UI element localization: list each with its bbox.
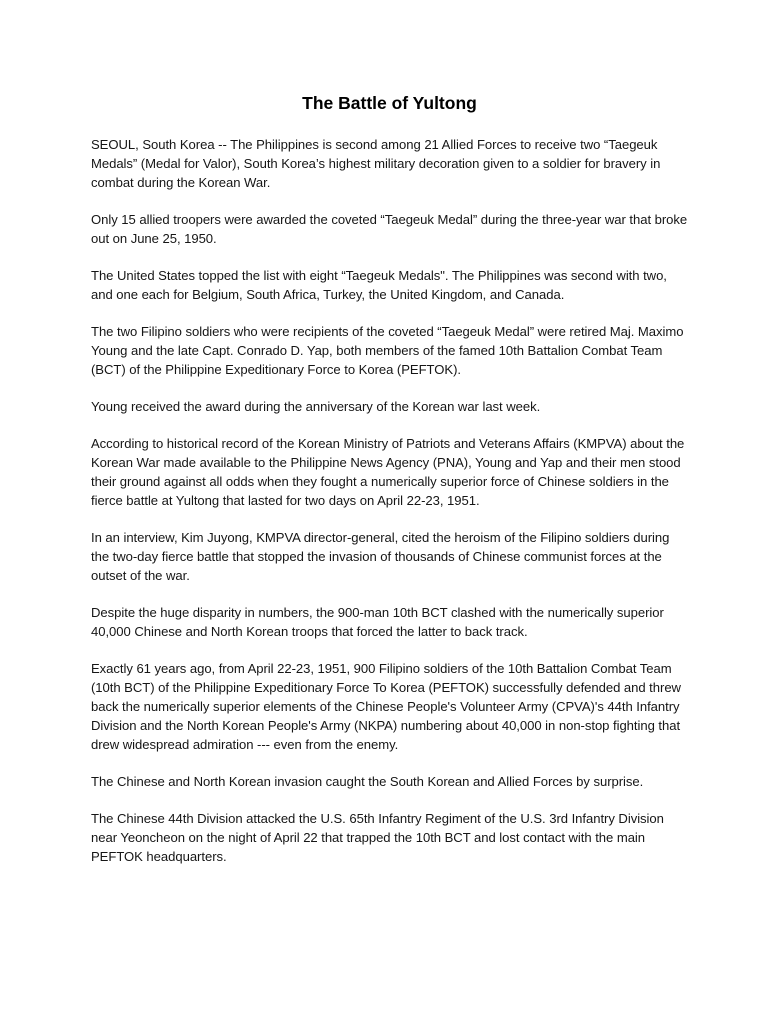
paragraph-3: The United States topped the list with eight “Taegeuk Medals". The Philippines was second with two, and one each for Belgium, South Africa, Turkey, the United Kingdom, and Canada.	[91, 268, 667, 302]
paragraph-2: Only 15 allied troopers were awarded the coveted “Taegeuk Medal” during the three-year war that broke out on June 25, 1950.	[91, 212, 688, 246]
document-title: The Battle of Yultong	[302, 93, 477, 113]
paragraph-8: Despite the huge disparity in numbers, the 900-man 10th BCT clashed with the numerically superior 40,000 Chinese and North Korean troops that forced the latter to back track.	[91, 605, 664, 639]
paragraph-10: The Chinese and North Korean invasion caught the South Korean and Allied Forces by surprise.	[91, 774, 644, 789]
paragraph-4: The two Filipino soldiers who were recipients of the coveted “Taegeuk Medal” were retired Maj. Maximo Young and the late Capt. Conrado D. Yap, both members of the famed 10th Battalion Combat Team (BCT) of the Philippine Expeditionary Force to Korea (PEFTOK).	[91, 324, 684, 377]
paragraph-7: In an interview, Kim Juyong, KMPVA director-general, cited the heroism of the Filipino soldiers during the two-day fierce battle that stopped the invasion of thousands of Chinese communist forces at the outset of the war.	[91, 530, 670, 583]
paragraph-1: SEOUL, South Korea -- The Philippines is second among 21 Allied Forces to receive two “Taegeuk Medals” (Medal for Valor), South Korea’s highest military decoration given to a soldier for bravery in combat during the Korean War.	[91, 137, 661, 190]
paragraph-5: Young received the award during the anniversary of the Korean war last week.	[91, 399, 541, 414]
paragraph-11: The Chinese 44th Division attacked the U.S. 65th Infantry Regiment of the U.S. 3rd Infantry Division near Yeoncheon on the night of April 22 that trapped the 10th BCT and lost contact with the main PEFTOK headquarters.	[91, 811, 664, 864]
paragraph-9: Exactly 61 years ago, from April 22-23, 1951, 900 Filipino soldiers of the 10th Battalion Combat Team (10th BCT) of the Philippine Expeditionary Force To Korea (PEFTOK) successfully defended and threw back the numerically superior elements of the Chinese People's Volunteer Army (CPVA)'s 44th Infantry Division and the North Korean People's Army (NKPA) numbering about 40,000 in non-stop fighting that drew widespread admiration --- even from the enemy.	[91, 661, 681, 752]
paragraph-6: According to historical record of the Korean Ministry of Patriots and Veterans Affairs (KMPVA) about the Korean War made available to the Philippine News Agency (PNA), Young and Yap and their men stood their ground against all odds when they fought a numerically superior force of Chinese soldiers in the fierce battle at Yultong that lasted for two days on April 22-23, 1951.	[91, 436, 685, 508]
